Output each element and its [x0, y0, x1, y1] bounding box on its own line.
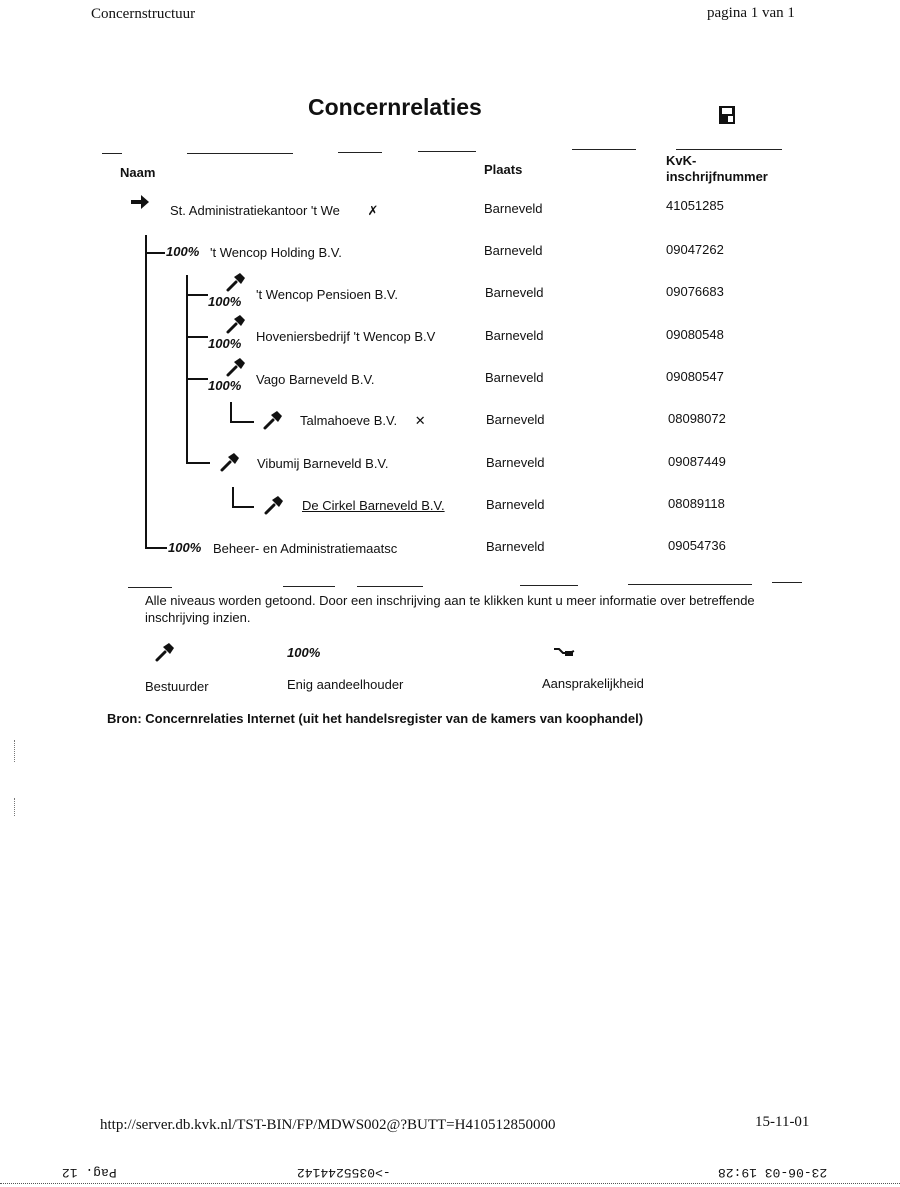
- table-row[interactable]: [170, 203, 378, 219]
- tree-line: [232, 487, 234, 507]
- legend-liability-label: Aansprakelijkheid: [542, 676, 644, 691]
- tree-line: [145, 235, 147, 548]
- entity-kvk: 41051285: [666, 198, 724, 213]
- tree-line: [230, 402, 232, 422]
- entity-name[interactable]: 't Wencop Holding B.V.: [210, 245, 342, 260]
- divider: [772, 582, 802, 583]
- column-header-name: Naam: [120, 165, 156, 180]
- fax-border: [0, 1183, 900, 1184]
- table-row[interactable]: [300, 413, 426, 429]
- divider: [357, 586, 423, 587]
- entity-kvk: 09080548: [666, 327, 724, 342]
- entity-name[interactable]: De Cirkel Barneveld B.V.: [302, 498, 445, 513]
- column-header-place: Plaats: [484, 162, 523, 177]
- divider: [338, 152, 382, 153]
- printer-icon[interactable]: [716, 104, 738, 126]
- legend-sole-symbol: 100%: [287, 645, 321, 660]
- tree-line: [186, 275, 188, 463]
- entity-place: Barneveld: [484, 243, 543, 258]
- entity-kvk: 08098072: [668, 411, 726, 426]
- entity-place: Barneveld: [486, 539, 545, 554]
- entity-name[interactable]: Vago Barneveld B.V.: [256, 372, 375, 387]
- divider: [187, 153, 293, 154]
- footer-date: 15-11-01: [755, 1114, 810, 1130]
- entity-name[interactable]: Vibumij Barneveld B.V.: [257, 456, 389, 471]
- entity-name[interactable]: 't Wencop Pensioen B.V.: [256, 287, 398, 302]
- entity-kvk: 09087449: [668, 454, 726, 469]
- gavel-icon: [261, 409, 283, 431]
- entity-place: Barneveld: [485, 285, 544, 300]
- gavel-icon: [262, 494, 284, 516]
- column-header-kvk-line1: KvK-: [666, 153, 697, 168]
- entity-kvk: 08089118: [668, 496, 725, 511]
- divider: [283, 586, 335, 587]
- arrow-right-icon: [130, 193, 150, 216]
- sole-shareholder-badge: 100%: [208, 294, 242, 309]
- entity-place: Barneveld: [486, 412, 545, 427]
- gavel-icon: [224, 313, 246, 335]
- sole-shareholder-badge: 100%: [166, 244, 200, 259]
- entity-place: Barneveld: [486, 497, 545, 512]
- cross-icon: ✕: [414, 413, 426, 428]
- divider: [102, 153, 122, 154]
- divider: [572, 149, 636, 150]
- entity-kvk: 09054736: [668, 538, 726, 553]
- divider: [676, 149, 782, 150]
- page-title: Concernrelaties: [308, 94, 482, 120]
- legend-sole-label: Enig aandeelhouder: [287, 677, 404, 692]
- sole-shareholder-badge: 100%: [208, 378, 242, 393]
- entity-kvk: 09047262: [666, 242, 724, 257]
- tree-line: [186, 294, 208, 296]
- divider: [628, 584, 752, 585]
- gavel-icon: [224, 271, 246, 293]
- tree-line: [186, 378, 208, 380]
- fax-page: Pag. 12: [62, 1165, 117, 1180]
- gavel-icon: [224, 356, 246, 378]
- entity-name[interactable]: Hoveniersbedrijf 't Wencop B.V: [256, 329, 436, 344]
- page-number: pagina 1 van 1: [707, 5, 795, 21]
- fax-stamp: 23-06-03 19:28: [718, 1165, 828, 1180]
- footer-url: http://server.db.kvk.nl/TST-BIN/FP/MDWS002@?BUTT=H410512850000: [100, 1117, 556, 1133]
- divider: [418, 151, 476, 152]
- tree-line: [232, 506, 254, 508]
- info-text: Alle niveaus worden getoond. Door een inschrijving aan te klikken kunt u meer informatie over betreffende inschrijving inzien.: [145, 593, 755, 625]
- tree-line: [186, 336, 208, 338]
- divider: [520, 585, 578, 586]
- entity-name[interactable]: St. Administratiekantoor 't We: [170, 203, 340, 218]
- scan-mark: [14, 798, 15, 816]
- entity-kvk: 09076683: [666, 284, 724, 299]
- legend-director-label: Bestuurder: [145, 679, 209, 694]
- column-header-kvk-line2: inschrijfnummer: [666, 169, 768, 184]
- cross-icon: ✗: [367, 203, 379, 218]
- scan-mark: [14, 740, 15, 762]
- entity-kvk: 09080547: [666, 369, 724, 384]
- source-note: Bron: Concernrelaties Internet (uit het handelsregister van de kamers van koophandel): [107, 711, 644, 726]
- sole-shareholder-badge: 100%: [208, 336, 242, 351]
- entity-name[interactable]: Beheer- en Administratiemaatsc: [213, 541, 398, 556]
- tree-line: [145, 252, 165, 254]
- entity-place: Barneveld: [484, 201, 543, 216]
- fax-number: ->0355244142: [297, 1165, 391, 1180]
- entity-place: Barneveld: [485, 328, 544, 343]
- entity-place: Barneveld: [485, 370, 544, 385]
- handshake-icon: [553, 645, 575, 663]
- gavel-icon: [153, 641, 175, 663]
- divider: [128, 587, 172, 588]
- page-header-title: Concernstructuur: [91, 6, 196, 22]
- sole-shareholder-badge: 100%: [168, 540, 202, 555]
- tree-line: [230, 421, 254, 423]
- tree-line: [145, 547, 167, 549]
- tree-line: [186, 462, 210, 464]
- gavel-icon: [218, 451, 240, 473]
- entity-place: Barneveld: [486, 455, 545, 470]
- entity-name[interactable]: Talmahoeve B.V.: [300, 413, 398, 428]
